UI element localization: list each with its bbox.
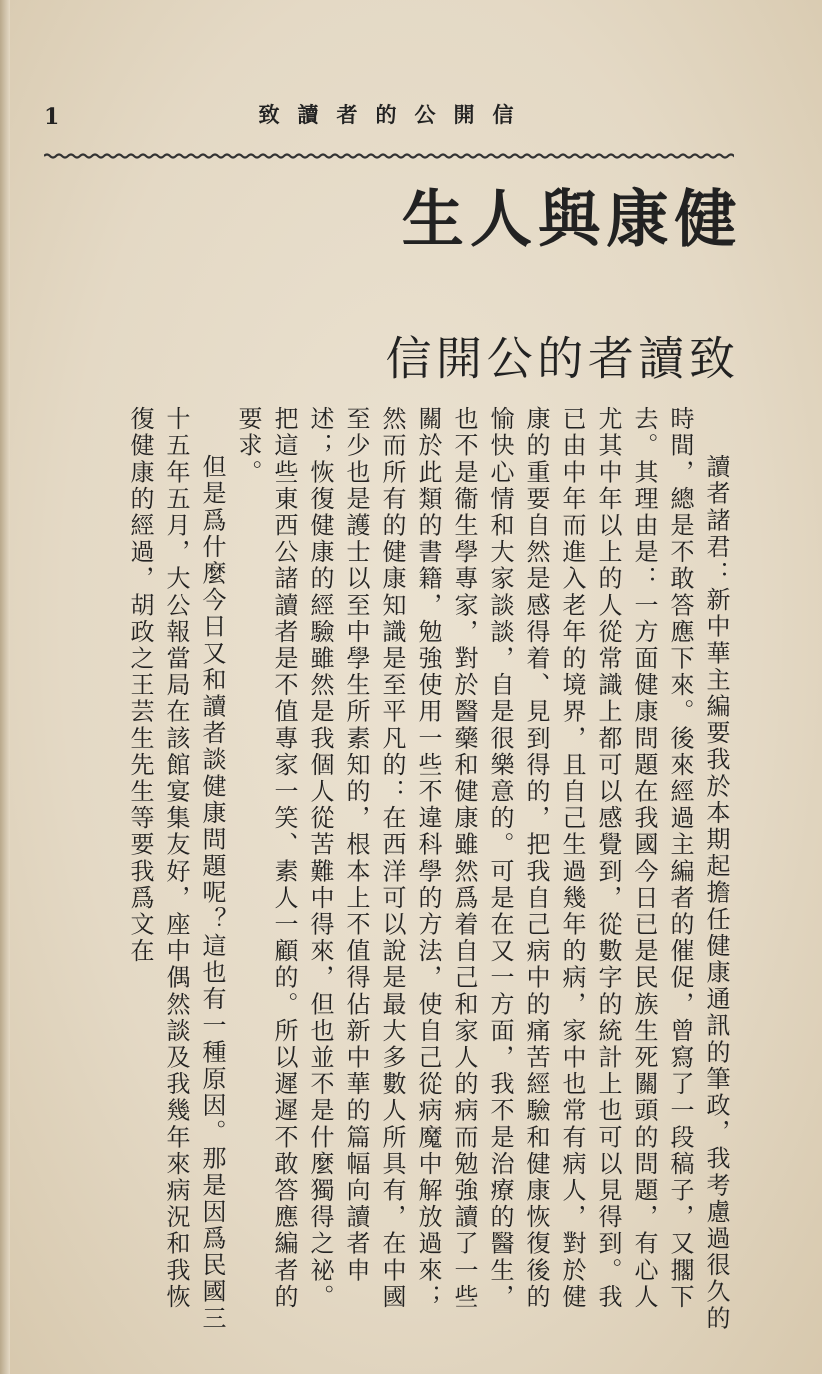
article-body xyxy=(122,406,734,1336)
vertical-text-block xyxy=(122,186,737,1336)
article-subtitle: 致讀者的公開信 xyxy=(378,334,736,384)
paragraph: 但是爲什麼今日又和讀者談健康問題呢？這也有一種原因。那是因爲民國三十五年五月，大公報當局在該館宴集友好，座中偶然談及我幾年來病況和我恢復健康的經過，胡政之王芸生先生等要我爲文在 xyxy=(126,406,226,1332)
running-header: 致讀者的公開信 xyxy=(258,102,532,127)
page-edge xyxy=(0,0,10,1374)
paragraph: 讀者諸君：新中華主編要我於本期起擔任健康通訊的筆政，我考慮過很久的時間，總是不敢答應下來。後來經過主編者的催促，曾寫了一段稿子，又擱下去。其理由是：一方面健康問題在我國今日已是民族生死關頭的問題，有心人尤其中年以上的人從常識上都可以感覺到，從數字的統計上也可以見得到。我已由中年而進入老年的境界，且自己生過幾年的病，家中也常有病人，對於健康的重要自然是感得着、見到得的，把我自己病中的痛苦經驗和健康恢復後的愉快心情和大家談談，自是很樂意的。可是在又一方面，我不是治療的醫生，也不是衞生學專家，對於醫藥和健康雖然爲着自己和家人的病而勉強讀了一些關於此類的書籍，勉強使用一些不違科學的方法，使自己從病魔中解放過來；然而所有的健康知識是至平凡的：在西洋可以說是最大多數人所具有，在中國至少也是護士以至中學生所素知的，根本上不值得佔新中華的篇幅向讀者申述；恢復健康的經驗雖然是我個人從苦難中得來，但也並不是什麼獨得之祕。把這些東西公諸讀者是不值專家一笑、素人一顧的。所以遲遲不敢答應編者的要求。 xyxy=(234,406,730,1332)
article-title: 健康與人生 xyxy=(391,186,737,252)
page-number: 1 xyxy=(44,104,60,130)
wavy-rule xyxy=(44,146,734,166)
